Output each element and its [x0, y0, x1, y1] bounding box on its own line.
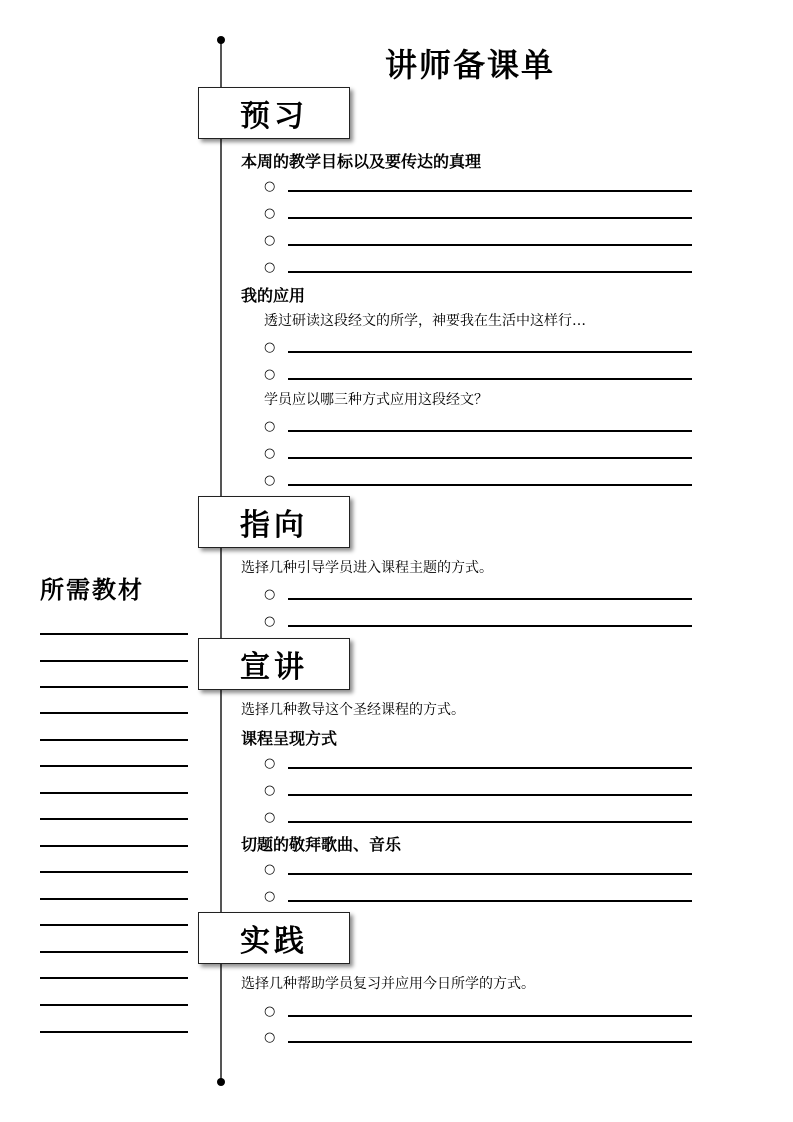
bullet: ○	[264, 889, 276, 904]
direction-prompt: 选择几种引导学员进入课程主题的方式。	[241, 560, 493, 576]
materials-line[interactable]	[40, 633, 188, 635]
goal-heading: 本周的教学目标以及要传达的真理	[241, 152, 482, 171]
blank-line[interactable]	[288, 378, 692, 380]
bullet: ○	[264, 810, 276, 825]
blank-line[interactable]	[288, 794, 692, 796]
blank-line[interactable]	[288, 190, 692, 192]
bullet: ○	[264, 862, 276, 877]
blank-line[interactable]	[288, 625, 692, 627]
materials-line[interactable]	[40, 818, 188, 820]
bullet: ○	[264, 614, 276, 629]
blank-line[interactable]	[288, 821, 692, 823]
blank-line[interactable]	[288, 767, 692, 769]
practice-prompt: 选择几种帮助学员复习并应用今日所学的方式。	[241, 976, 535, 992]
blank-line[interactable]	[288, 1041, 692, 1043]
bullet: ○	[264, 783, 276, 798]
timeline-end-dot	[217, 1078, 225, 1086]
blank-line[interactable]	[288, 457, 692, 459]
apply-heading: 我的应用	[241, 286, 306, 305]
bullet: ○	[264, 446, 276, 461]
materials-line[interactable]	[40, 898, 188, 900]
blank-line[interactable]	[288, 351, 692, 353]
blank-line[interactable]	[288, 900, 692, 902]
materials-line[interactable]	[40, 1031, 188, 1033]
bullet: ○	[264, 587, 276, 602]
bullet: ○	[264, 340, 276, 355]
blank-line[interactable]	[288, 484, 692, 486]
blank-line[interactable]	[288, 271, 692, 273]
blank-line[interactable]	[288, 217, 692, 219]
bullet: ○	[264, 233, 276, 248]
materials-line[interactable]	[40, 977, 188, 979]
method-heading: 课程呈现方式	[241, 729, 338, 748]
section-label-practice: 实践	[198, 912, 350, 964]
bullet: ○	[264, 1030, 276, 1045]
section-label-direction: 指向	[198, 496, 350, 548]
section-label-teaching: 宣讲	[198, 638, 350, 690]
student-prompt: 学员应以哪三种方式应用这段经文？	[264, 392, 488, 408]
materials-line[interactable]	[40, 660, 188, 662]
teaching-prompt: 选择几种教导这个圣经课程的方式。	[241, 702, 465, 718]
materials-line[interactable]	[40, 924, 188, 926]
section-label-preview: 预习	[198, 87, 350, 139]
apply-prompt: 透过研读这段经文的所学，神要我在生活中这样行…	[264, 313, 586, 329]
materials-line[interactable]	[40, 871, 188, 873]
timeline-start-dot	[217, 36, 225, 44]
bullet: ○	[264, 1004, 276, 1019]
materials-line[interactable]	[40, 1004, 188, 1006]
materials-line[interactable]	[40, 739, 188, 741]
music-heading: 切题的敬拜歌曲、音乐	[241, 835, 402, 854]
materials-line[interactable]	[40, 792, 188, 794]
bullet: ○	[264, 419, 276, 434]
materials-line[interactable]	[40, 845, 188, 847]
blank-line[interactable]	[288, 430, 692, 432]
bullet: ○	[264, 260, 276, 275]
bullet: ○	[264, 756, 276, 771]
materials-title: 所需教材	[40, 575, 144, 604]
materials-line[interactable]	[40, 951, 188, 953]
bullet: ○	[264, 473, 276, 488]
bullet: ○	[264, 367, 276, 382]
materials-line[interactable]	[40, 712, 188, 714]
blank-line[interactable]	[288, 598, 692, 600]
page-title: 讲师备课单	[384, 46, 555, 84]
blank-line[interactable]	[288, 244, 692, 246]
blank-line[interactable]	[288, 873, 692, 875]
materials-line[interactable]	[40, 686, 188, 688]
materials-line[interactable]	[40, 765, 188, 767]
blank-line[interactable]	[288, 1015, 692, 1017]
bullet: ○	[264, 206, 276, 221]
bullet: ○	[264, 179, 276, 194]
